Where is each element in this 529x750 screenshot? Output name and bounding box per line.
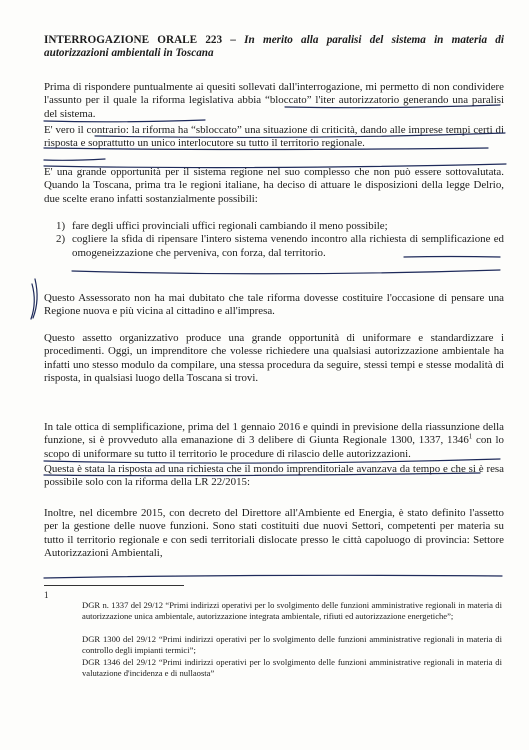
semplificazione-text-end: con lo scopo di uniformare su tutto il territorio le procedure di rilascio delle autorizzazioni. [44, 434, 504, 460]
pen-underline [72, 270, 500, 274]
semplificazione-text: In tale ottica di semplificazione, prima del 1 gennaio 2016 e quindi in previsione della riassunzione della funzione, si è provveduto alla emanazione di 3 delibere di Giunta Regionale 1300, 1337, 1346 [44, 421, 504, 447]
option-text: cogliere la sfida di ripensare l'intero sistema venendo incontro alla richiesta di semplificazione ed omogeneizzazione che perveniva, con forza, dal territorio. [72, 233, 504, 259]
option-number: 1) [56, 220, 66, 232]
margin-mark [33, 279, 37, 318]
footnote-dgr-1337: DGR n. 1337 del 29/12 “Primi indirizzi operativi per lo svolgimento delle funzioni amministrative regionali in materia di autorizzazione unica ambientale, autorizzazione integrata ambientale, rifiuti ed autorizzazione energetiche”; [82, 600, 502, 621]
title-italic: – In merito alla paralisi del sistema in materia di autorizzazioni ambientali in Toscana [44, 34, 505, 59]
pen-underline [44, 575, 502, 578]
margin-mark [31, 284, 34, 319]
footnote-dgr-1346: DGR 1346 del 29/12 “Primi indirizzi operativi per lo svolgimento delle funzioni amministrative regionali in materia di valutazione d'incidenza e di nullaosta” [82, 657, 502, 678]
paragraph-assessorato: Questo Assessorato non ha mai dubitato che tale riforma dovesse costituire l'occasione di pensare una Regione nuova e più vicina al cittadino e all'impresa. [44, 292, 504, 318]
option-item [44, 233, 504, 260]
paragraph-risposta: Questa è stata la risposta ad una richiesta che il mondo imprenditoriale avanzava da tempo e che si è resa possibile solo con la riforma della LR 22/2015: [44, 463, 504, 489]
paragraph-contrary: E' vero il contrario: la riforma ha “sbloccato” una situazione di criticità, dando alle imprese tempi certi di risposta e soprattutto un unico interlocutore su tutto il territorio regionale. [44, 124, 504, 150]
footnote-marker: 1 [468, 432, 473, 441]
footnote-dgr-1300: DGR 1300 del 29/12 “Primi indirizzi operativi per lo svolgimento delle funzioni amministrative regionali in materia di controllo degli impianti termici”; [82, 634, 502, 655]
paragraph-opportunity: E' una grande opportunità per il sistema regione nel suo complesso che non può essere sottovalutata. Quando la Toscana, prima tra le regioni italiane, ha deciso di attuare le disposizioni della legge Delrio, due scelte erano infatti sostanzialmente possibili: [44, 166, 504, 205]
title-bold: INTERROGAZIONE ORALE 223 [44, 34, 223, 46]
footnote-number: 1 [44, 590, 49, 600]
paragraph-settori: Inoltre, nel dicembre 2015, con decreto del Direttore all'Ambiente ed Energia, è stato definito l'assetto per la gestione delle nuove funzioni. Sono stati costituiti due nuovi Settori, competenti per materia su tutto il territorio regionale e con sedi territoriali dislocate presso le città capoluogo di provincia: Settore Autorizzazioni Ambientali, [44, 507, 504, 560]
options-list [44, 220, 504, 260]
paragraph-assetto: Questo assetto organizzativo produce una grande opportunità di uniformare e standardizzare i procedimenti. Oggi, un imprenditore che volesse richiedere una qualsiasi autorizzazione ambientale ha infatti uno stesso modulo da compilare, una stessa procedura da seguire, stessi tempi e stesse modalità di risposta, in qualsiasi luogo della Toscana si trovi. [44, 332, 504, 385]
footnote-rule [44, 585, 184, 586]
paragraph-semplificazione [44, 421, 504, 461]
option-number: 2) [56, 233, 66, 246]
paragraph-intro: Prima di rispondere puntualmente ai quesiti sollevati dall'interrogazione, mi permetto di non condividere l'assunto per il quale la riforma legislativa abbia “bloccato” l'iter autorizzatorio generando una paralisi del sistema. [44, 81, 504, 120]
document-title [44, 34, 504, 60]
option-item [44, 220, 504, 233]
pen-underline [44, 159, 105, 160]
option-text: fare degli uffici provinciali uffici regionali cambiando il meno possibile; [72, 220, 388, 232]
